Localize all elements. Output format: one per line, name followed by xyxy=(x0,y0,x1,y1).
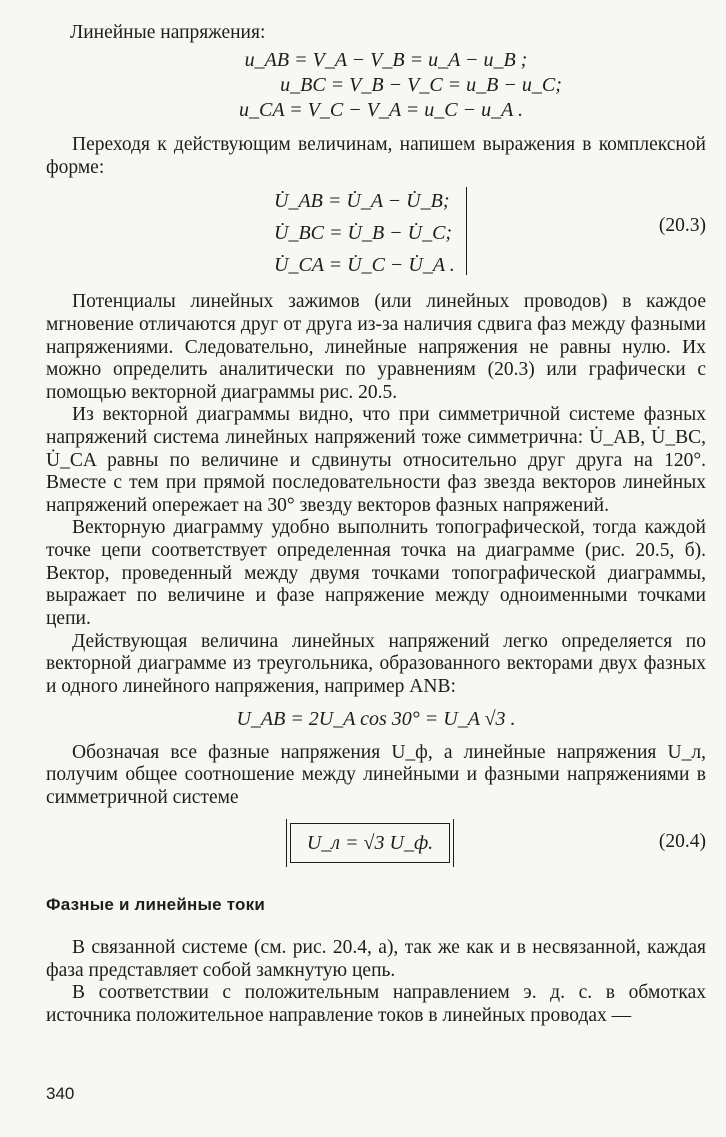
instantaneous-equations xyxy=(46,49,706,123)
intro-line: Линейные напряжения: xyxy=(70,22,266,43)
paragraph-coupled-system: В связанной системе (см. рис. 20.4, а), так же как и в несвязанной, каждая фаза представляет собой замкнутую цепь. xyxy=(46,937,706,981)
complex-equations xyxy=(274,185,455,281)
paragraph-complex-intro: Переходя к действующим величинам, напишем выражения в комплексной форме: xyxy=(46,134,706,178)
page-number: 340 xyxy=(46,1084,75,1103)
equation-uab: u_AB = V_A − V_B = u_A − u_B ; xyxy=(244,48,528,71)
equation-uca: u_CA = V_C − V_A = u_C − u_A . xyxy=(238,98,523,121)
page-body xyxy=(46,22,706,1028)
equation-complex-bc: U̇_BC = U̇_B − U̇_C; xyxy=(274,222,453,245)
complex-equation-system xyxy=(46,185,706,281)
equation-uab-cos: U_AB = 2U_A cos 30° = U_A √3 . xyxy=(236,708,516,731)
equation-complex-ca: U̇_CA = U̇_C − U̇_A . xyxy=(274,254,455,277)
boxed-equation-row xyxy=(46,823,706,869)
paragraph-notation: Обозначая все фазные напряжения U_ф, а линейные напряжения U_л, получим общее соотношение между линейными и фазными напряжениями в симметричной системе xyxy=(46,741,706,808)
equation-complex-ab: U̇_AB = U̇_A − U̇_B; xyxy=(274,190,450,213)
paragraph-positive-direction: В соответствии с положительным направлением э. д. с. в обмотках источника положительное направление токов в линейных проводах — xyxy=(46,982,706,1026)
boxed-equation xyxy=(290,823,450,863)
equation-ubc: u_BC = V_B − V_C = u_B − u_C; xyxy=(280,73,562,96)
right-brace xyxy=(456,187,467,275)
paragraph-symmetric: Из векторной диаграммы видно, что при симметричной системе фазных напряжений система линейных напряжений тоже симметрична: U̇_AB, U̇_BC, U̇_CA равны по величине и сдвинуты относительно друг друга на 120°. Вместе с тем при прямой последовательности фаз звезда векторов линейных напряжений опережает на 30° звезду векторов фазных напряжений. xyxy=(46,404,706,516)
boxed-equation-text: U_л = √3 U_ф. xyxy=(306,831,434,854)
paragraph-effective-value: Действующая величина линейных напряжений легко определяется по векторной диаграмме из треугольника, образованного векторами двух фазных и одного линейного напряжения, например ANB: xyxy=(46,630,706,697)
paragraph-potentials: Потенциалы линейных зажимов (или линейных проводов) в каждое мгновение отличаются друг от друга из-за наличия сдвига фаз между фазными напряжениями. Следовательно, линейные напряжения не равны нулю. Их можно определить аналитически по уравнениям (20.3) или графически с помощью векторной диаграммы рис. 20.5. xyxy=(46,291,706,403)
equation-number-20-3: (20.3) xyxy=(658,215,706,237)
section-heading: Фазные и линейные токи xyxy=(46,895,265,915)
equation-number-20-4: (20.4) xyxy=(658,831,706,853)
paragraph-topographic: Векторную диаграмму удобно выполнить топографической, тогда каждой точке цепи соответствует определенная точка на диаграмме (рис. 20.5, б). Вектор, проведенный между двумя точками топографической диаграммы, выражает по величине и фазе напряжение между одноименными точками цепи. xyxy=(46,517,706,629)
